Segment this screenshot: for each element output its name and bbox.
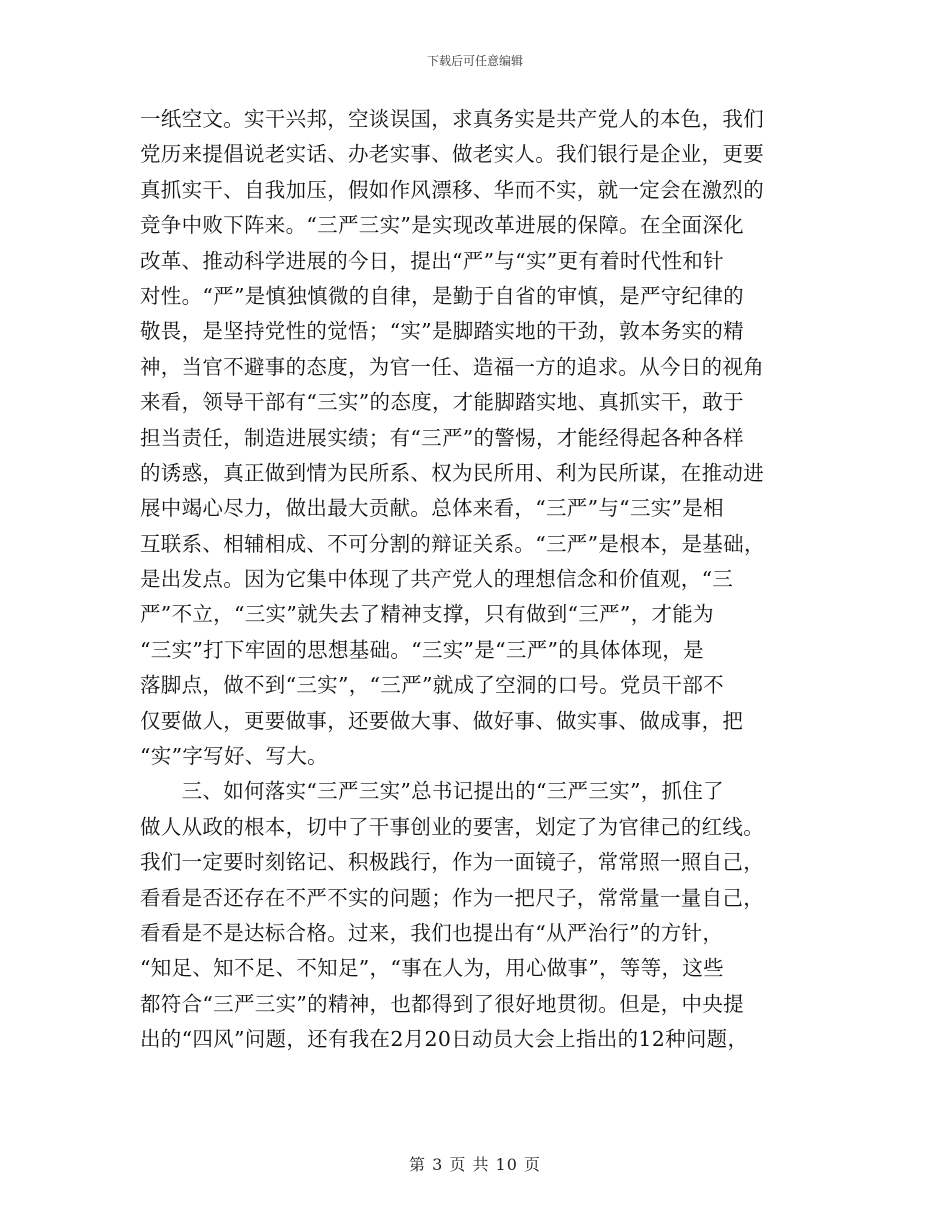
text-line: 严”不立，“三实”就失去了精神支撑，只有做到“三严”，才能为 <box>140 602 714 627</box>
text-line: 看看是否还存在不严不实的问题；作为一把尺子，常常量一量自己， <box>140 885 764 910</box>
text-line: 神，当官不避事的态度，为官一任、造福一方的追求。从今日的视角 <box>140 354 764 379</box>
text-line: 竞争中败下阵来。“三严三实”是实现改革进展的保障。在全面深化 <box>140 213 744 238</box>
text-line: 展中竭心尽力，做出最大贡献。总体来看，“三严”与“三实”是相 <box>140 496 724 521</box>
text-line: “实”字写好、写大。 <box>140 744 328 769</box>
text-line: 党历来提倡说老实话、办老实事、做老实人。我们银行是企业，更要 <box>140 142 764 167</box>
text-line: 是出发点。因为它集中体现了共产党人的理想信念和价值观，“三 <box>140 567 734 592</box>
text-line: “知足、知不足、不知足”，“事在人为，用心做事”，等等，这些 <box>140 956 724 981</box>
text-line: 一纸空文。实干兴邦，空谈误国，求真务实是共产党人的本色，我们 <box>140 107 764 131</box>
text-line: 做人从政的根本，切中了干事创业的要害，划定了为官律己的红线。 <box>140 814 764 839</box>
text-line: 改革、推动科学进展的今日，提出“严”与“实”更有着时代性和针 <box>140 248 724 273</box>
document-body <box>140 102 820 1058</box>
text-line: 敬畏，是坚持党性的觉悟；“实”是脚踏实地的干劲，敦本务实的精 <box>140 319 744 344</box>
text-line: 对性。“严”是慎独慎微的自律，是勤于自省的审慎，是严守纪律的 <box>140 283 744 308</box>
text-line: 的诱惑，真正做到情为民所系、权为民所用、利为民所谋，在推动进 <box>140 460 764 485</box>
text-line: 互联系、相辅相成、不可分割的辩证关系。“三严”是根本，是基础， <box>140 531 765 556</box>
text-line: “三实”打下牢固的思想基础。“三实”是“三严”的具体体现，是 <box>140 637 704 662</box>
text-line: 出的“四风”问题，还有我在2月20日动员大会上指出的12种问题， <box>140 1027 749 1052</box>
text-line: 我们一定要时刻铭记、积极践行，作为一面镜子，常常照一照自己， <box>140 850 764 875</box>
page-header: 下载后可任意编辑 <box>426 54 523 68</box>
text-line: 都符合“三严三实”的精神，也都得到了很好地贯彻。但是，中央提 <box>140 991 744 1016</box>
text-line: 真抓实干、自我加压，假如作风漂移、华而不实，就一定会在激烈的 <box>140 177 764 202</box>
text-line: 来看，领导干部有“三实”的态度，才能脚踏实地、真抓实干，敢于 <box>140 390 744 415</box>
text-line: 担当责任，制造进展实绩；有“三严”的警惕，才能经得起各种各样 <box>140 425 744 450</box>
text-line: 三、如何落实“三严三实”总书记提出的“三严三实”，抓住了 <box>140 779 724 804</box>
text-line: 落脚点，做不到“三实”，“三严”就成了空洞的口号。党员干部不 <box>140 673 724 698</box>
text-line: 仅要做人，更要做事，还要做大事、做好事、做实事、做成事，把 <box>140 708 744 733</box>
page-footer: 第 3 页 共 10 页 <box>409 1155 541 1174</box>
text-line: 看看是不是达标合格。过来，我们也提出有“从严治行”的方针， <box>140 920 724 945</box>
